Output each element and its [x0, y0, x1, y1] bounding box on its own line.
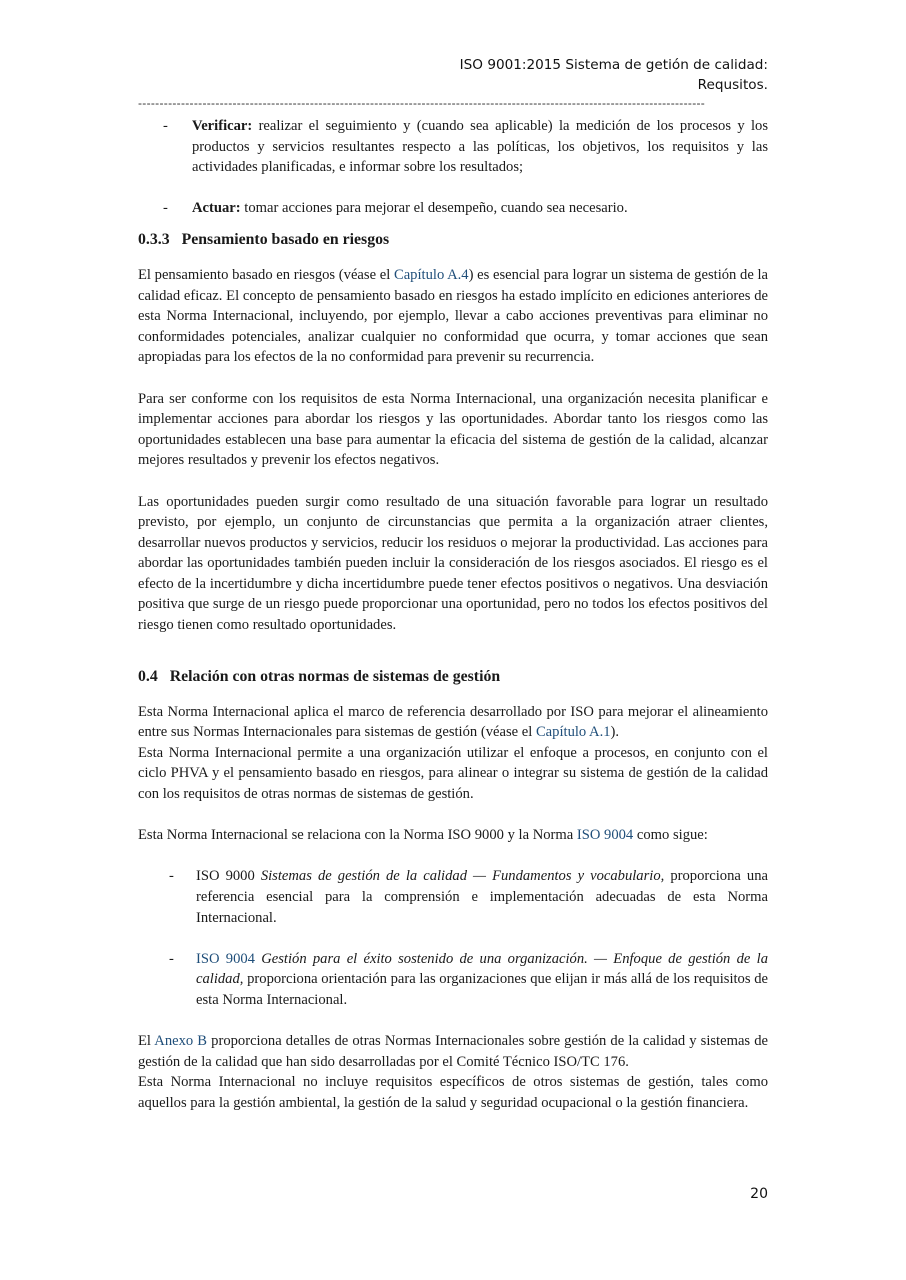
standard-title: Sistemas de gestión de la calidad — Fundamentos y vocabulario, [260, 868, 665, 885]
text-run: Esta Norma Internacional aplica el marco de referencia desarrollado por ISO para mejorar el alineamiento entre sus Normas Internacionales para sistemas de gestión (véase el [138, 703, 768, 741]
section-number: 0.4 [138, 667, 158, 685]
annex-b-link[interactable]: Anexo B [154, 1033, 208, 1050]
text-run: ) es esencial para lograr un sistema de gestión de la calidad eficaz. El concepto de pensamiento basado en riesgos ha estado implícito en ediciones anteriores de esta Norma Internacional, incluyendo, por ejemplo, llevar a cabo acciones preventivas para eliminar no conformidades potenciales, analizar cualquier no conformidad que ocurra, y tomar acciones que sean apropiadas para los efectos de la no conformidad para prevenir su recurrencia. [138, 266, 769, 366]
header-dashed-rule: ------------------------------------------------------------------------------------------------------------------------------------ [138, 96, 706, 110]
paragraph [138, 702, 768, 743]
page-number: 20 [750, 1186, 768, 1202]
iso-9004-link[interactable]: ISO 9004 [196, 950, 255, 967]
section-title: Relación con otras normas de sistemas de gestión [169, 667, 501, 685]
header-title-line2: Requsitos. [697, 77, 768, 93]
text-run: El [138, 1033, 155, 1050]
text-run: proporciona orientación para las organizaciones que elijan ir más allá de los requisitos de esta Norma Internacional. [196, 971, 768, 1008]
bullet-text: tomar acciones para mejorar el desempeño, cuando sea necesario. [240, 200, 628, 217]
bullet-actuar [138, 198, 768, 219]
paragraph [138, 1031, 768, 1072]
text-run: Esta Norma Internacional se relaciona con la Norma ISO 9000 y la Norma [138, 827, 577, 844]
bullet-term: Verificar: [192, 118, 253, 134]
section-heading-0-3-3 [138, 229, 768, 251]
paragraph: Las oportunidades pueden surgir como resultado de una situación favorable para lograr un resultado previsto, por ejemplo, un conjunto de circunstancias que permita a la organización atraer clientes, desarrollar nuevos productos y servicios, reducir los residuos o mejorar la productividad. Las acciones para abordar las oportunidades también pueden incluir la consideración de los riesgos asociados. El riesgo es el efecto de la incertidumbre y dicha incertidumbre puede tener efectos positivos o negativos. Una desviación positiva que surge de un riesgo puede proporcionar una oportunidad, pero no todos los efectos positivos del riesgo tienen como resultado oportunidades. [138, 493, 768, 634]
paragraph [138, 825, 768, 846]
text-run: como sigue: [633, 827, 708, 844]
bullet-text: realizar el seguimiento y (cuando sea aplicable) la medición de los procesos y los productos y servicios resultantes respecto a las políticas, los objetivos, los requisitos y las actividades planificadas, e informar sobre los resultados; [192, 118, 768, 176]
section-heading-0-4 [138, 666, 768, 688]
section-title: Pensamiento basado en riesgos [181, 230, 390, 248]
text-run: proporciona una referencia esencial para la comprensión e implementación adecuadas de esta Norma Internacional. [196, 868, 768, 926]
bullet-dash: - [169, 950, 174, 967]
paragraph: Esta Norma Internacional permite a una organización utilizar el enfoque a procesos, en conjunto con el ciclo PHVA y el pensamiento basado en riesgos, para alinear o integrar su sistema de gestión de la calidad con los requisitos de otras normas de sistemas de gestión. [138, 744, 768, 803]
bullet-verificar [138, 116, 768, 178]
text-run: ). [610, 724, 620, 741]
bullet-iso-9004 [138, 949, 768, 1011]
bullet-dash: - [169, 868, 174, 885]
text-run: ISO 9000 [196, 868, 261, 885]
section-number: 0.3.3 [138, 230, 170, 248]
bullet-dash: - [163, 200, 168, 217]
text-run: proporciona detalles de otras Normas Internacionales sobre gestión de la calidad y sistemas de gestión de la calidad que han sido desarrolladas por el Comité Técnico ISO/TC 176. [138, 1033, 768, 1070]
iso-9004-link[interactable]: ISO 9004 [576, 827, 634, 844]
standard-title: Gestión para el éxito sostenido de una organización. — Enfoque de gestión de la calidad, [196, 950, 768, 988]
text-run: El pensamiento basado en riesgos (véase el [138, 266, 394, 283]
paragraph [138, 265, 768, 368]
bullet-dash: - [163, 118, 168, 134]
chapter-a1-link[interactable]: Capítulo A.1 [535, 724, 611, 741]
bullet-iso-9000 [138, 866, 768, 928]
page-body [138, 116, 768, 1114]
chapter-a4-link[interactable]: Capítulo A.4 [393, 266, 469, 283]
running-header [460, 55, 768, 95]
header-title-line1: ISO 9001:2015 Sistema de getión de calidad: [459, 57, 768, 73]
paragraph: Esta Norma Internacional no incluye requisitos específicos de otros sistemas de gestión, tales como aquellos para la gestión ambiental, la gestión de la salud y seguridad ocupacional o la gestión financiera. [138, 1074, 768, 1111]
bullet-term: Actuar: [192, 200, 241, 217]
paragraph: Para ser conforme con los requisitos de esta Norma Internacional, una organización necesita planificar e implementar acciones para abordar los riesgos y las oportunidades. Abordar tanto los riesgos como las oportunidades establecen una base para aumentar la eficacia del sistema de gestión de la calidad, alcanzar mejores resultados y prevenir los efectos negativos. [138, 390, 768, 469]
